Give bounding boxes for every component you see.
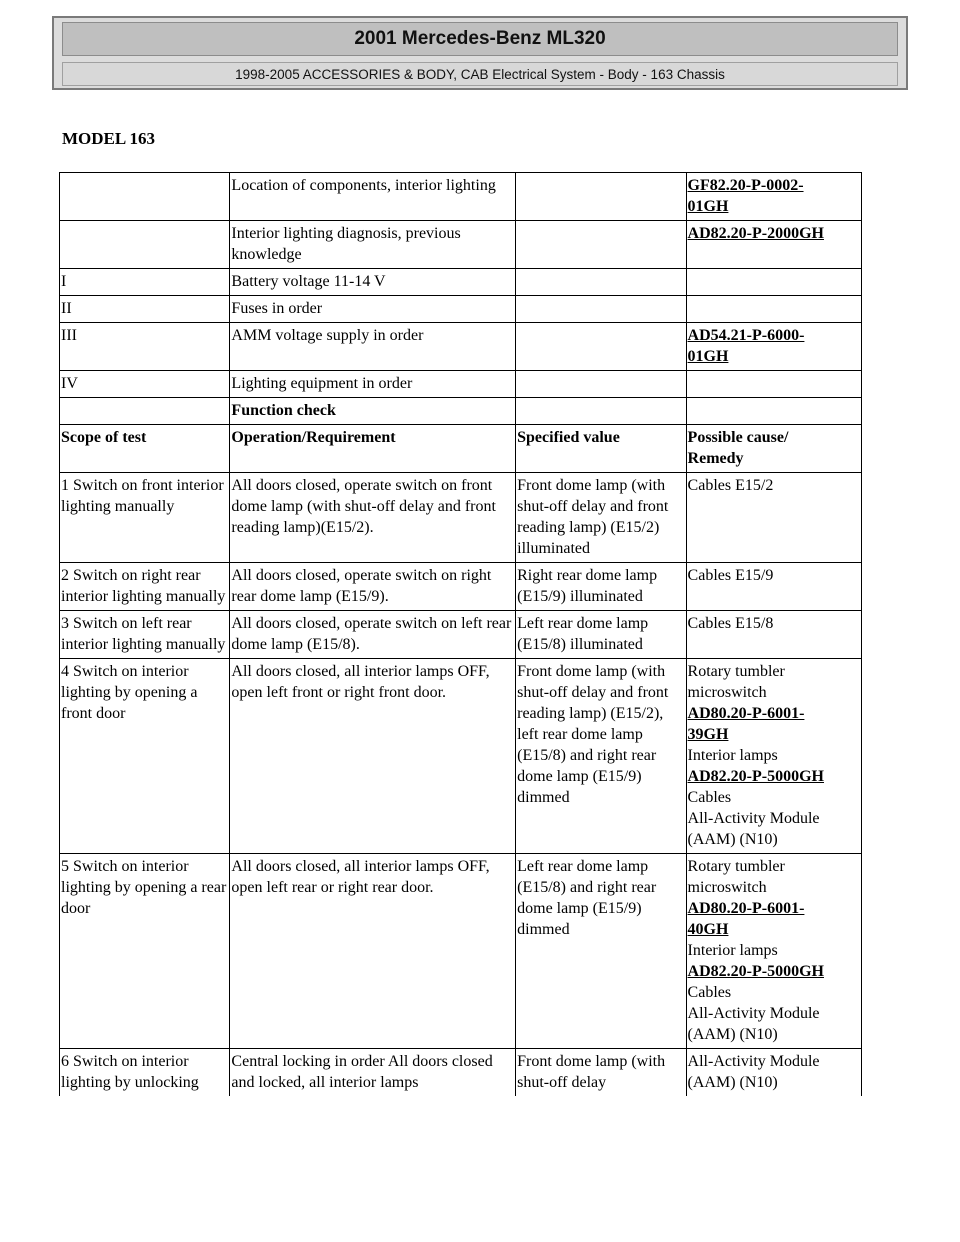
column-header-specified: Specified value [516, 425, 686, 473]
column-header-cause: Possible cause/ Remedy [686, 425, 861, 473]
table-row [60, 173, 862, 221]
table-row [60, 854, 862, 1049]
diagnosis-table [59, 172, 862, 1096]
doc-link[interactable]: 39GH [687, 726, 729, 743]
prereq-number: III [60, 323, 230, 371]
column-header-row [60, 425, 862, 473]
test-specified-value: Right rear dome lamp (E15/9) illuminated [516, 563, 686, 611]
test-specified-value: Left rear dome lamp (E15/8) and right rear dome lamp (E15/9) dimmed [516, 854, 686, 1049]
test-operation: Central locking in order All doors closed and locked, all interior lamps [230, 1049, 516, 1097]
model-heading: MODEL 163 [62, 129, 156, 148]
table-row [60, 221, 862, 269]
test-operation: All doors closed, all interior lamps OFF, open left rear or right rear door. [230, 854, 516, 1049]
table-row [60, 1049, 862, 1097]
test-operation: All doors closed, operate switch on right rear dome lamp (E15/9). [230, 563, 516, 611]
test-scope: 4 Switch on interior lighting by opening a front door [60, 659, 230, 854]
table-row [60, 611, 862, 659]
prereq-number: IV [60, 371, 230, 398]
test-specified-value: Front dome lamp (with shut-off delay and front reading lamp) (E15/2), left rear dome lamp (E15/8) and right rear dome lamp (E15/9) dimmed [516, 659, 686, 854]
doc-link[interactable]: AD82.20-P-5000GH [687, 768, 824, 785]
doc-link[interactable]: 01GH [687, 348, 729, 365]
doc-link[interactable]: AD80.20-P-6001- [687, 900, 805, 917]
test-cause: All-Activity Module (AAM) (N10) [686, 1049, 861, 1097]
header-subtitle: 1998-2005 ACCESSORIES & BODY, CAB Electrical System - Body - 163 Chassis [62, 62, 898, 86]
test-cause: Rotary tumbler microswitch AD80.20-P-6001- 39GH Interior lamps AD82.20-P-5000GH Cables All-Activity Module (AAM) (N10) [686, 659, 861, 854]
test-operation: All doors closed, all interior lamps OFF, open left front or right front door. [230, 659, 516, 854]
test-cause: Rotary tumbler microswitch AD80.20-P-6001- 40GH Interior lamps AD82.20-P-5000GH Cables All-Activity Module (AAM) (N10) [686, 854, 861, 1049]
table-row [60, 269, 862, 296]
intro-label: Interior lighting diagnosis, previous knowledge [230, 221, 516, 269]
table-row [60, 473, 862, 563]
prereq-text: AMM voltage supply in order [230, 323, 516, 371]
table-row [60, 659, 862, 854]
test-scope: 3 Switch on left rear interior lighting manually [60, 611, 230, 659]
prereq-text: Fuses in order [230, 296, 516, 323]
doc-link[interactable]: AD82.20-P-5000GH [687, 963, 824, 980]
prereq-number: II [60, 296, 230, 323]
table-row [60, 296, 862, 323]
column-header-operation: Operation/Requirement [230, 425, 516, 473]
test-cause: Cables E15/2 [686, 473, 861, 563]
doc-link[interactable]: 40GH [687, 921, 729, 938]
prereq-text: Lighting equipment in order [230, 371, 516, 398]
table-row [60, 398, 862, 425]
test-cause: Cables E15/8 [686, 611, 861, 659]
doc-link[interactable]: AD82.20-P-2000GH [687, 225, 824, 242]
test-operation: All doors closed, operate switch on left rear dome lamp (E15/8). [230, 611, 516, 659]
table-row [60, 563, 862, 611]
test-operation: All doors closed, operate switch on front dome lamp (with shut-off delay and front reading lamp)(E15/2). [230, 473, 516, 563]
doc-link[interactable]: GF82.20-P-0002- [687, 177, 804, 194]
test-specified-value: Left rear dome lamp (E15/8) illuminated [516, 611, 686, 659]
intro-label: Location of components, interior lighting [230, 173, 516, 221]
document-header [52, 16, 908, 90]
function-check-heading: Function check [230, 398, 516, 425]
table-row [60, 371, 862, 398]
test-scope: 1 Switch on front interior lighting manually [60, 473, 230, 563]
test-scope: 6 Switch on interior lighting by unlocking [60, 1049, 230, 1097]
header-title: 2001 Mercedes-Benz ML320 [62, 22, 898, 56]
test-scope: 5 Switch on interior lighting by opening a rear door [60, 854, 230, 1049]
test-specified-value: Front dome lamp (with shut-off delay [516, 1049, 686, 1097]
test-scope: 2 Switch on right rear interior lighting manually [60, 563, 230, 611]
column-header-scope: Scope of test [60, 425, 230, 473]
doc-link[interactable]: 01GH [687, 198, 729, 215]
prereq-text: Battery voltage 11-14 V [230, 269, 516, 296]
test-specified-value: Front dome lamp (with shut-off delay and front reading lamp) (E15/2) illuminated [516, 473, 686, 563]
table-row [60, 323, 862, 371]
prereq-number: I [60, 269, 230, 296]
doc-link[interactable]: AD80.20-P-6001- [687, 705, 805, 722]
doc-link[interactable]: AD54.21-P-6000- [687, 327, 805, 344]
test-cause: Cables E15/9 [686, 563, 861, 611]
